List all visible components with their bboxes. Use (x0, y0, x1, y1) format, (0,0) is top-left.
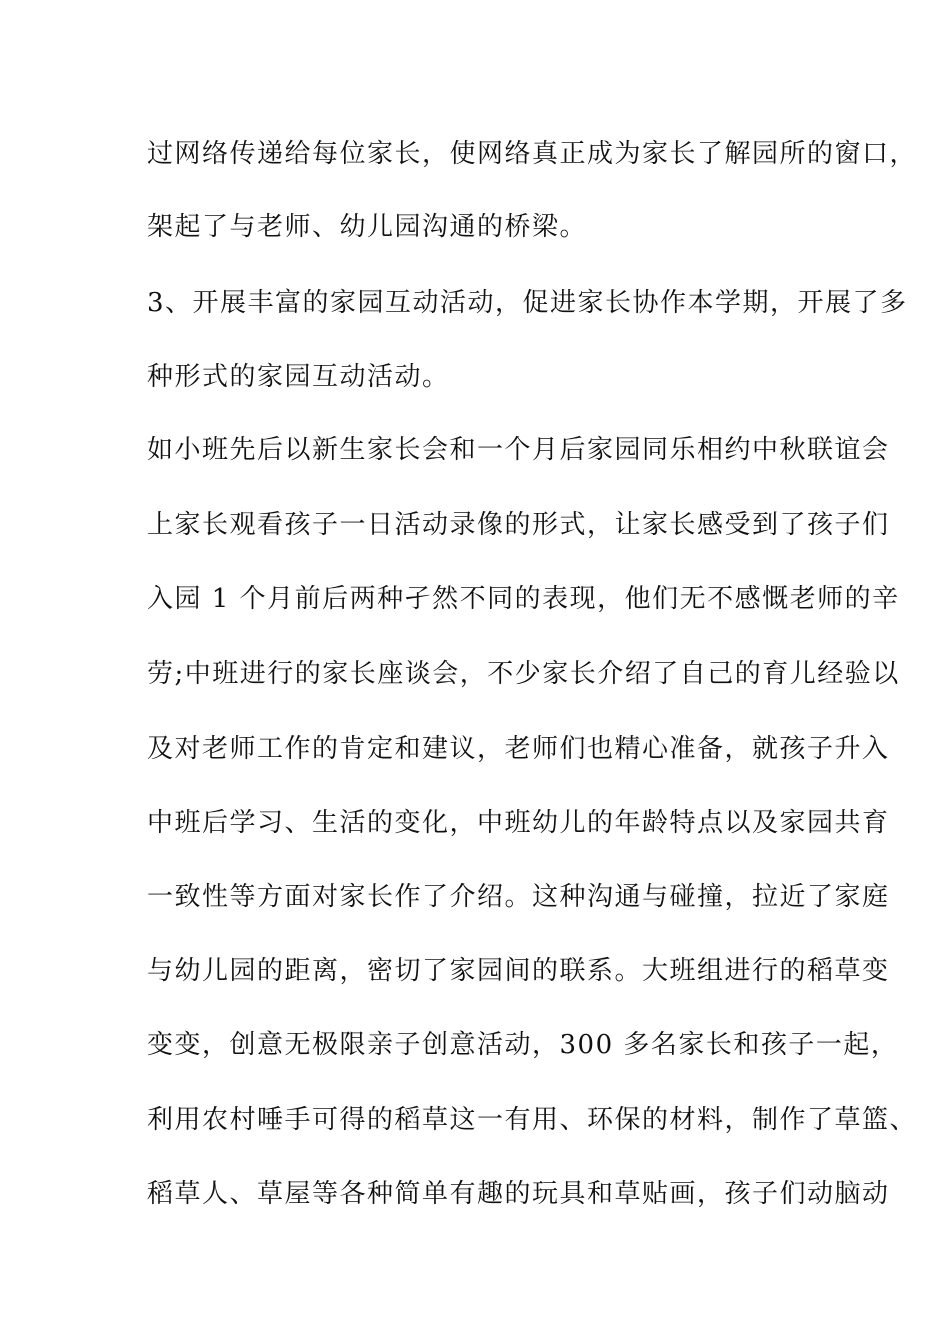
text-line: 3、开展丰富的家园互动活动，促进家长协作本学期，开展了多 (147, 288, 908, 318)
text-line: 利用农村唾手可得的稻草这一有用、环保的材料，制作了草篮、 (147, 1105, 918, 1135)
text-line: 劳;中班进行的家长座谈会，不少家长介绍了自己的育儿经验以 (147, 659, 900, 689)
text-line: 种形式的家园互动活动。 (147, 362, 450, 392)
text-line: 中班后学习、生活的变化，中班幼儿的年龄特点以及家园共育 (147, 808, 890, 838)
text-line: 入园 1 个月前后两种孑然不同的表现，他们无不感慨老师的辛 (147, 584, 900, 614)
text-line: 与幼儿园的距离，密切了家园间的联系。大班组进行的稻草变 (147, 956, 890, 986)
text-line: 稻草人、草屋等各种简单有趣的玩具和草贴画，孩子们动脑动 (147, 1179, 890, 1209)
text-line: 架起了与老师、幼儿园沟通的桥梁。 (147, 212, 588, 242)
text-line: 及对老师工作的肯定和建议，老师们也精心准备，就孩子升入 (147, 734, 890, 764)
text-line: 上家长观看孩子一日活动录像的形式，让家长感受到了孩子们 (147, 510, 890, 540)
text-line: 一致性等方面对家长作了介绍。这种沟通与碰撞，拉近了家庭 (147, 882, 890, 912)
text-line: 如小班先后以新生家长会和一个月后家园同乐相约中秋联谊会 (147, 435, 890, 465)
text-line: 过网络传递给每位家长，使网络真正成为家长了解园所的窗口， (147, 139, 918, 169)
text-line: 变变，创意无极限亲子创意活动，300 多名家长和孩子一起， (147, 1030, 899, 1060)
